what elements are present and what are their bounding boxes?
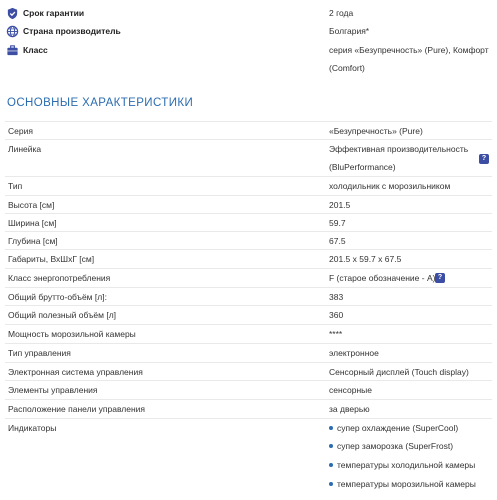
class-label: Класс (23, 45, 48, 55)
country-row (0, 23, 497, 41)
spec-value: Эффективная производительность (329, 144, 469, 154)
spec-label: Мощность морозильной камеры (8, 329, 136, 339)
indicator-text: супер охлаждение (SuperCool) (337, 423, 459, 433)
spec-label: Линейка (8, 144, 42, 154)
warranty-row (0, 5, 497, 23)
spec-value: электронное (329, 348, 379, 358)
briefcase-icon (6, 44, 19, 57)
spec-value: за дверью (329, 404, 370, 414)
bullet-icon (329, 463, 333, 467)
help-icon[interactable]: ? (479, 154, 489, 164)
spec-label: Ширина [см] (8, 218, 57, 228)
spec-label: Общий полезный объём [л] (8, 310, 117, 320)
country-value: Болгария* (329, 26, 370, 36)
spec-value: 383 (329, 292, 344, 302)
spec-value: сенсорные (329, 385, 373, 395)
globe-icon (6, 25, 19, 38)
spec-value: **** (329, 329, 343, 339)
spec-label: Класс энергопотребления (8, 273, 111, 283)
spec-value-cont: (BluPerformance) (329, 162, 396, 172)
spec-value: 360 (329, 310, 344, 320)
spec-value: холодильник с морозильником (329, 181, 451, 191)
bullet-icon (329, 444, 333, 448)
bullet-icon (329, 482, 333, 486)
warranty-value: 2 года (329, 8, 354, 18)
spec-label: Тип управления (8, 348, 71, 358)
spec-value: 201.5 x 59.7 x 67.5 (329, 254, 402, 264)
warranty-label: Срок гарантии (23, 8, 85, 18)
spec-label: Элементы управления (8, 385, 98, 395)
section-title: ОСНОВНЫЕ ХАРАКТЕРИСТИКИ (7, 97, 194, 109)
class-value: серия «Безупречность» (Pure), Комфорт (329, 45, 489, 55)
spec-value: 201.5 (329, 200, 351, 210)
bullet-icon (329, 426, 333, 430)
list-item (329, 423, 458, 433)
spec-value: «Безупречность» (Pure) (329, 126, 423, 136)
class-value-cont: (Comfort) (329, 63, 365, 73)
spec-value: 67.5 (329, 236, 346, 246)
list-item (329, 460, 475, 470)
class-row (0, 42, 497, 78)
spec-value: 59.7 (329, 218, 346, 228)
spec-label: Высота [см] (8, 200, 55, 210)
list-item (329, 441, 453, 451)
spec-value: Сенсорный дисплей (Touch display) (329, 367, 469, 377)
spec-value: F (старое обозначение - A) (329, 273, 436, 283)
spec-label: Индикаторы (8, 423, 57, 433)
spec-label: Габариты, ВхШхГ [см] (8, 254, 95, 264)
spec-label: Общий брутто-объём [л]: (8, 292, 107, 302)
shield-check-icon (6, 7, 19, 20)
indicator-text: температуры холодильной камеры (337, 460, 476, 470)
spec-label: Глубина [см] (8, 236, 58, 246)
spec-label: Серия (8, 126, 33, 136)
spec-label: Расположение панели управления (8, 404, 146, 414)
spec-label: Тип (8, 181, 23, 191)
spec-label: Электронная система управления (8, 367, 143, 377)
list-item (329, 479, 476, 489)
help-icon[interactable]: ? (435, 273, 445, 283)
indicator-text: температуры морозильной камеры (337, 479, 476, 489)
country-label: Страна производитель (23, 26, 121, 36)
indicator-text: супер заморозка (SuperFrost) (337, 441, 454, 451)
